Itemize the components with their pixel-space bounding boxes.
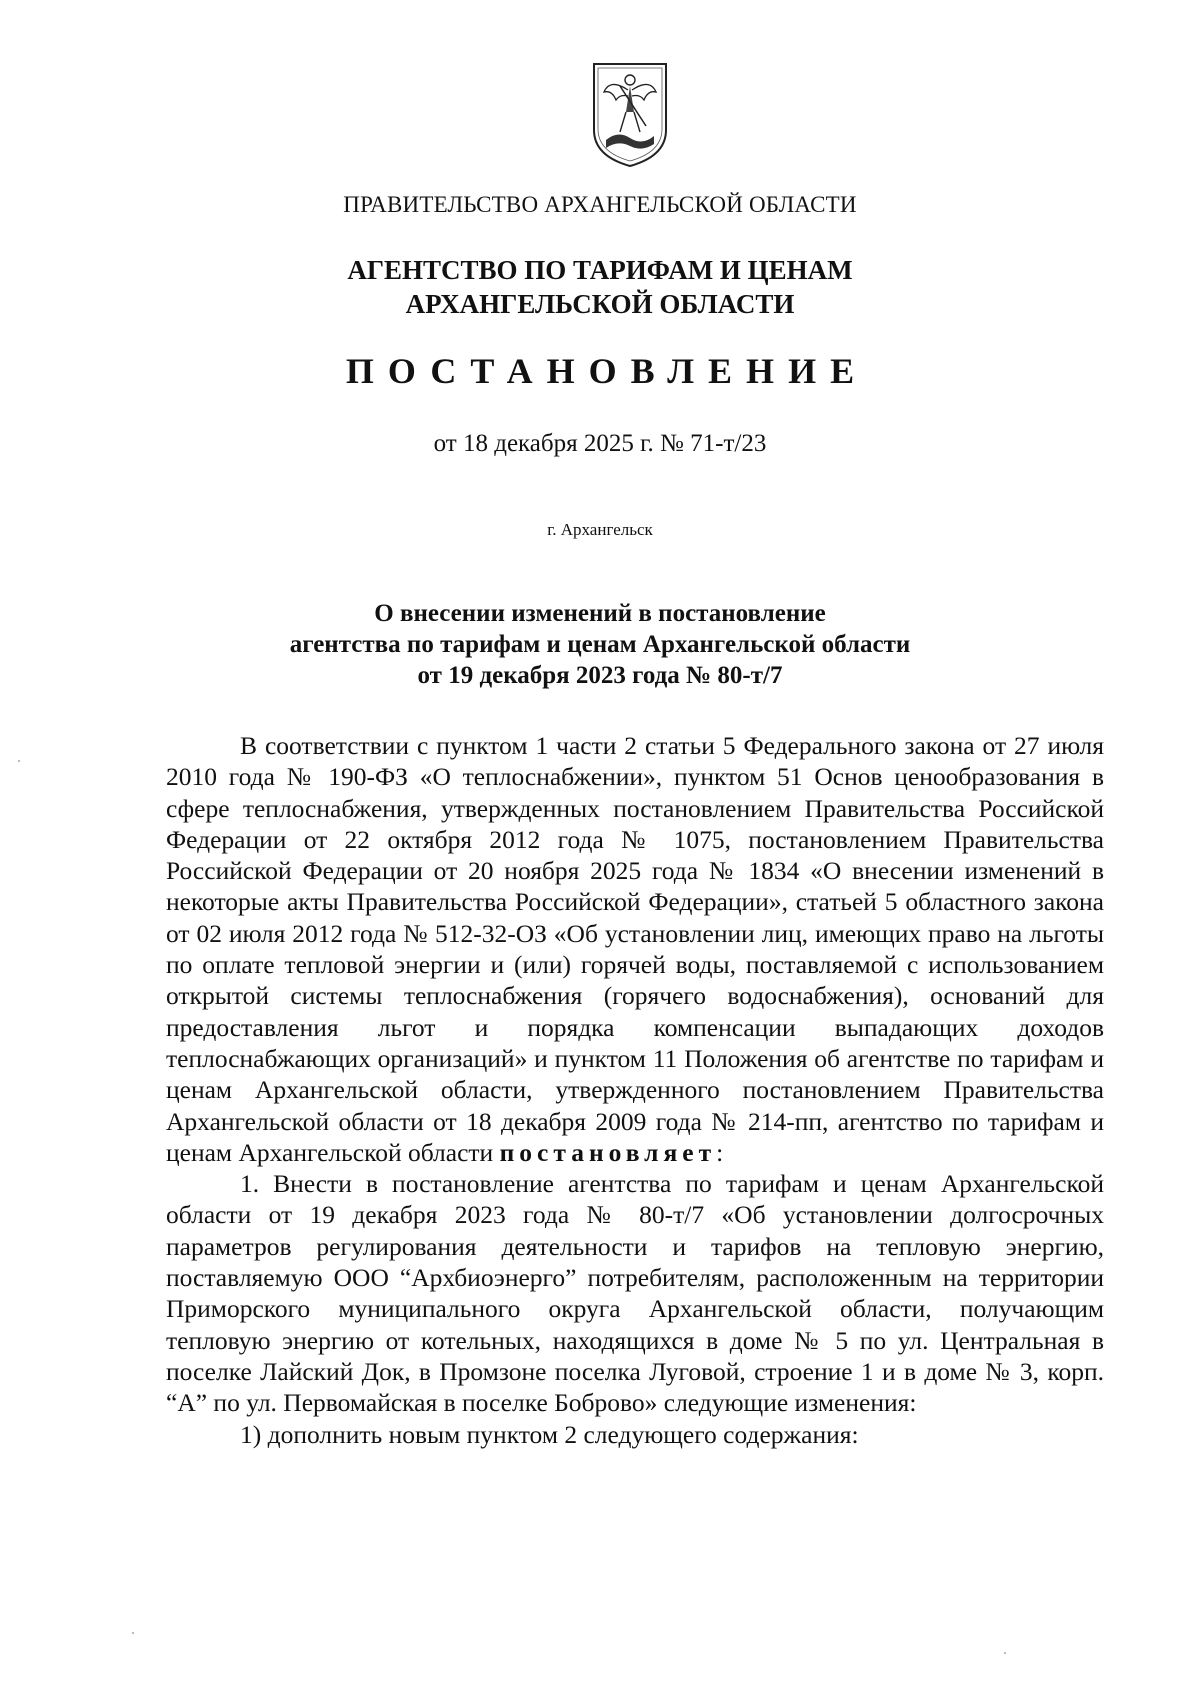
document-body [166, 730, 1104, 1450]
subject-line1: О внесении изменений в постановление [374, 600, 826, 627]
document-type-heading: ПОСТАНОВЛЕНИЕ [345, 351, 869, 391]
clause-1-paragraph: 1. Внести в постановление агентства по тарифам и ценам Архангельской области от 19 декабря 2023 года № 80-т/7 «Об установлении долгосрочных параметров регулирования деятельности и тарифов на тепловую энергию, поставляемую ООО “Архбиоэнерго” потребителям, расположенным на территории Приморского муниципального округа Архангельской области, получающим тепловую энергию от котельных, находящихся в доме № 5 по ул. Центральная в поселке Лайский Док, в Промзоне поселка Луговой, строение 1 и в доме № 3, корп. “А” по ул. Первомайская в поселке Боброво» следующие изменения: [166, 1169, 1104, 1418]
preamble-text: В соответствии с пунктом 1 части 2 статьи 5 Федерального закона от 27 июля 2010 года № 190-ФЗ «О теплоснабжении», пунктом 51 Основ ценообразования в сфере теплоснабжения, утвержденных постановлением Правительства Российской Федерации от 22 октября 2012 года № 1075, постановлением Правительства Российской Федерации от 20 ноября 2025 года № 1834 «О внесении изменений в некоторые акты Правительства Российской Федерации», статьей 5 областного закона от 02 июля 2012 года № 512-32-ОЗ «Об установлении лиц, имеющих право на льготы по оплате тепловой энергии и (или) горячей воды, поставляемой с использованием открытой системы теплоснабжения (горячего водоснабжения), оснований для предоставления льгот и порядка компенсации выпадающих доходов теплоснабжающих организаций» и пунктом 11 Положения об агентстве по тарифам и ценам Архангельской области, утвержденного постановлением Правительства Архангельской области от 18 декабря 2009 года № 214-пп, агентство по тарифам и ценам Архангельской области [166, 731, 1104, 1167]
preamble-colon: : [716, 1137, 724, 1167]
coat-of-arms-emblem [590, 60, 670, 170]
subject-line3: от 19 декабря 2023 года № 80-т/7 [417, 662, 783, 689]
agency-title-line1: АГЕНТСТВО ПО ТАРИФАМ И ЦЕНАМ [347, 255, 853, 285]
agency-title-line2: АРХАНГЕЛЬСКОЙ ОБЛАСТИ [405, 289, 795, 319]
document-subject [0, 598, 1200, 691]
document-date-number: от 18 декабря 2025 г. № 71-т/23 [433, 430, 767, 457]
subject-line2: агентства по тарифам и ценам Архангельской области [289, 631, 911, 658]
scan-mark [132, 1632, 134, 1634]
preamble-paragraph [166, 730, 1104, 1168]
subclause-1-paragraph: 1) дополнить новым пунктом 2 следующего содержания: [240, 1419, 859, 1449]
resolves-keyword: постановляет [499, 1137, 717, 1167]
scan-mark [18, 760, 20, 762]
agency-title [0, 253, 1200, 321]
government-title: ПРАВИТЕЛЬСТВО АРХАНГЕЛЬСКОЙ ОБЛАСТИ [343, 192, 857, 217]
document-city: г. Архангельск [547, 520, 653, 539]
scan-mark [1004, 1652, 1006, 1654]
